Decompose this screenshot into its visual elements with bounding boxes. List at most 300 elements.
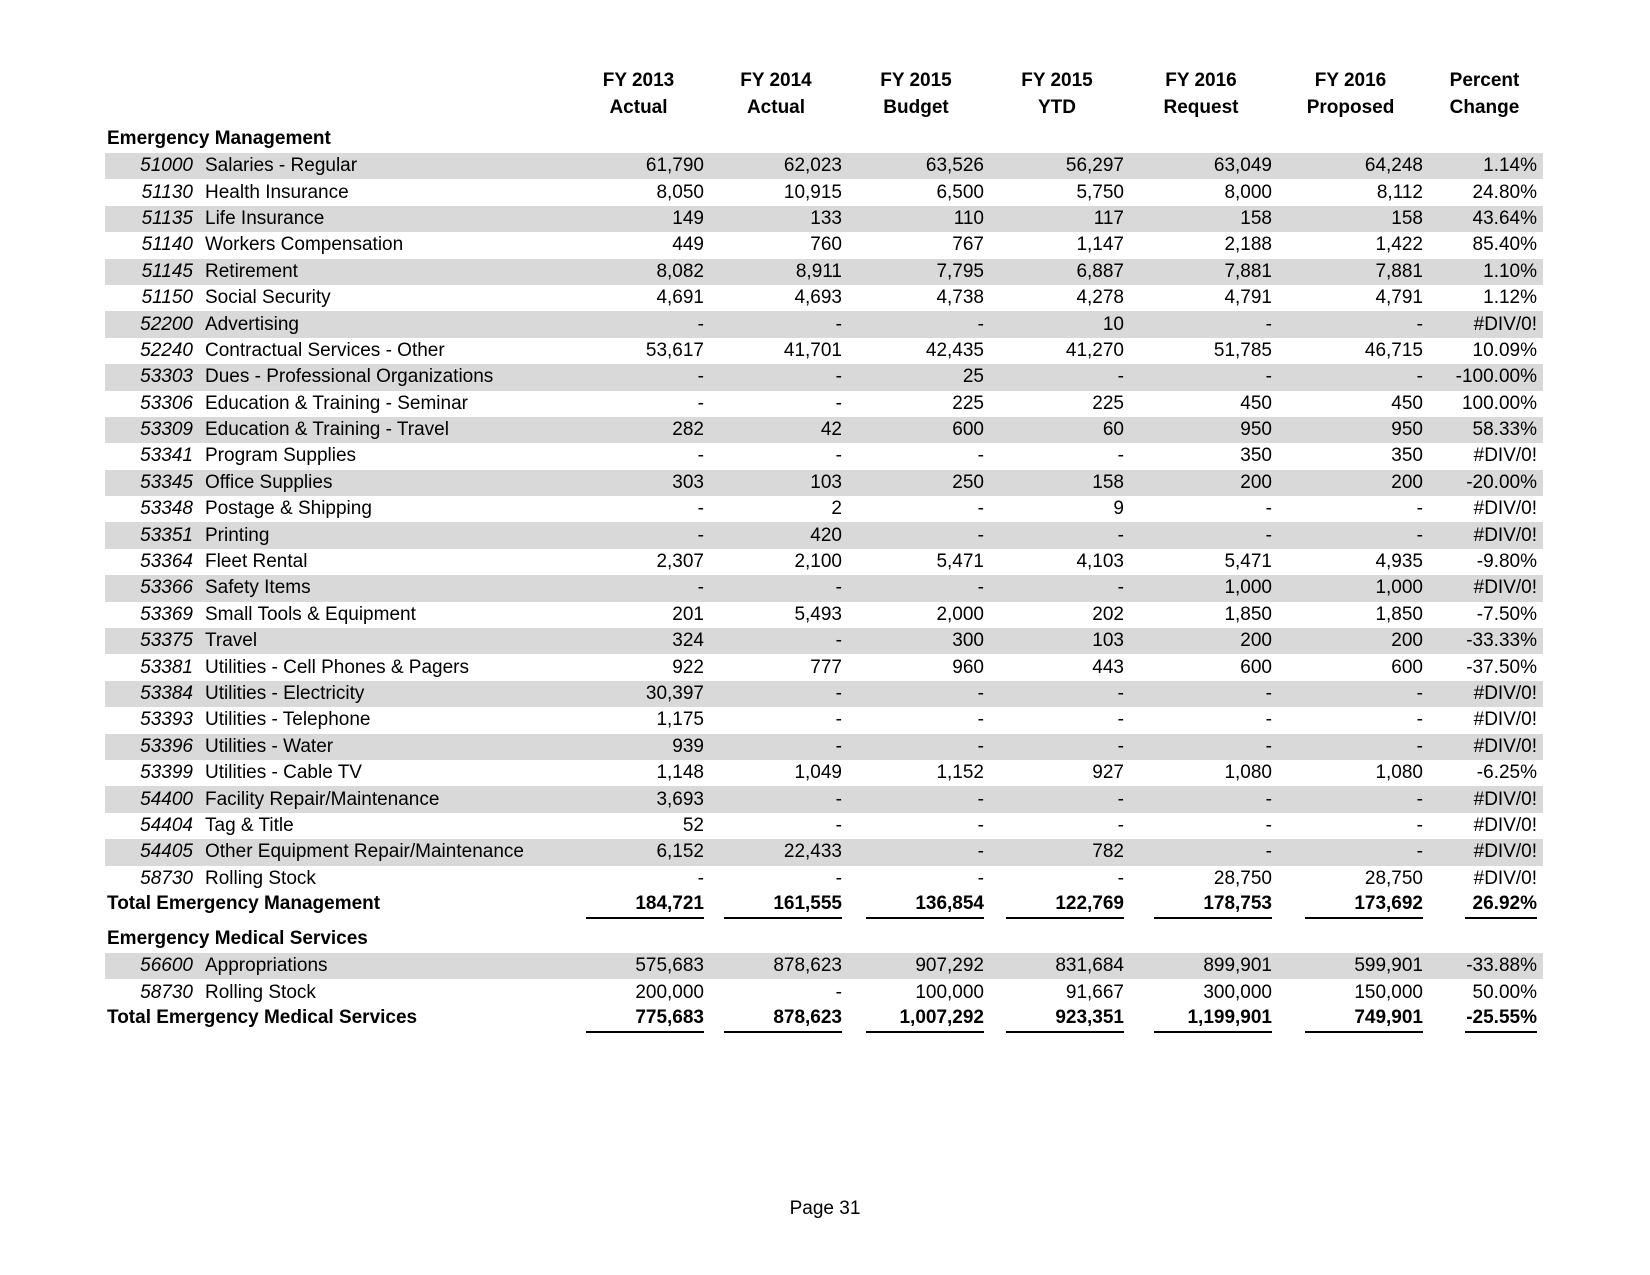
table-row: [105, 311, 1543, 337]
value-cell: 4,935: [1375, 551, 1423, 573]
value-cell: 350: [1240, 445, 1272, 467]
table-row: [105, 364, 1543, 390]
value-cell: 200,000: [635, 981, 704, 1003]
value-cell: 5,493: [794, 603, 842, 625]
total-value: [1127, 892, 1275, 922]
account-label: Utilities - Water: [200, 734, 570, 760]
total-value: [1275, 1006, 1426, 1036]
account-label: Education & Training - Seminar: [205, 392, 468, 414]
value-cell: 41,270: [1065, 339, 1124, 361]
account-code: 53393: [140, 709, 193, 731]
total-value-underline: 178,753: [1154, 893, 1272, 919]
value-cell: #DIV/0!: [1426, 839, 1543, 865]
value-cell: -: [1416, 498, 1423, 520]
section-title-row: [105, 922, 1543, 953]
value-cell: 600: [1240, 656, 1272, 678]
value-cell: 250: [845, 470, 987, 496]
table-row: [105, 179, 1543, 205]
value-cell: 56,297: [987, 153, 1127, 179]
value-cell: -: [1127, 364, 1275, 390]
value-cell: 200: [1275, 628, 1426, 654]
table-row: [105, 628, 1543, 654]
value-cell: 91,667: [1065, 981, 1124, 1003]
column-header-line2: Proposed: [1306, 97, 1395, 118]
account-label: Utilities - Electricity: [200, 681, 570, 707]
table-row: [105, 549, 1543, 575]
value-cell: 2,100: [794, 551, 842, 573]
account-code: 53351: [105, 522, 200, 548]
value-cell: -: [1127, 734, 1275, 760]
value-cell: #DIV/0!: [1426, 734, 1543, 760]
value-cell: 7,795: [845, 259, 987, 285]
total-value: [845, 1006, 987, 1036]
table-row: [105, 443, 1543, 469]
table-row: [105, 707, 1543, 733]
total-value: [570, 892, 707, 922]
value-cell: 24.80%: [1472, 181, 1537, 203]
account-label: Life Insurance: [200, 206, 570, 232]
value-cell: 52: [682, 814, 704, 836]
total-value: [1426, 892, 1543, 922]
value-cell: 100,000: [915, 981, 984, 1003]
account-label: Office Supplies: [200, 470, 570, 496]
value-cell: 767: [952, 234, 984, 256]
column-header-line2: Budget: [883, 97, 949, 118]
value-cell: 46,715: [1364, 339, 1423, 361]
column-header: [845, 66, 987, 124]
column-header-line1: FY 2015: [880, 70, 952, 91]
total-value-underline: 184,721: [586, 893, 704, 919]
section-title-row: [105, 124, 1543, 153]
account-code: 54404: [140, 814, 193, 836]
value-cell: 1,147: [1076, 234, 1124, 256]
total-value: [987, 892, 1127, 922]
value-cell: 202: [1092, 603, 1124, 625]
value-cell: 1.14%: [1426, 153, 1543, 179]
value-cell: #DIV/0!: [1473, 445, 1537, 467]
value-cell: -33.33%: [1426, 628, 1543, 654]
value-cell: -: [845, 575, 987, 601]
value-cell: -: [845, 734, 987, 760]
account-label: Education & Training - Travel: [200, 417, 570, 443]
value-cell: 60: [987, 417, 1127, 443]
value-cell: 1,152: [936, 762, 984, 784]
column-header: [570, 66, 707, 124]
table-header-row: [105, 66, 1543, 124]
value-cell: -: [845, 786, 987, 812]
value-cell: 878,623: [707, 953, 845, 979]
account-code: 52200: [105, 311, 200, 337]
total-value: [845, 892, 987, 922]
value-cell: 4,738: [936, 287, 984, 309]
table-row: [105, 734, 1543, 760]
column-header-line1: FY 2014: [740, 70, 812, 91]
value-cell: -37.50%: [1466, 656, 1537, 678]
value-cell: #DIV/0!: [1426, 575, 1543, 601]
value-cell: 53,617: [645, 339, 704, 361]
header-spacer: [105, 66, 570, 124]
value-cell: -: [697, 867, 704, 889]
account-label: Facility Repair/Maintenance: [200, 786, 570, 812]
account-code: 53345: [105, 470, 200, 496]
value-cell: 6,887: [987, 259, 1127, 285]
value-cell: #DIV/0!: [1473, 867, 1537, 889]
value-cell: 25: [845, 364, 987, 390]
value-cell: -: [977, 445, 984, 467]
table-row: [105, 391, 1543, 417]
value-cell: -: [707, 628, 845, 654]
value-cell: 450: [1240, 392, 1272, 414]
account-code: 53366: [105, 575, 200, 601]
table-row: [105, 575, 1543, 601]
value-cell: 950: [1275, 417, 1426, 443]
value-cell: 600: [845, 417, 987, 443]
total-value-underline: 1,199,901: [1154, 1007, 1272, 1033]
account-code: 53364: [140, 551, 193, 573]
value-cell: -: [1265, 814, 1272, 836]
value-cell: 600: [1391, 656, 1423, 678]
account-label: Social Security: [205, 287, 331, 309]
value-cell: -: [987, 681, 1127, 707]
total-value-underline: 923,351: [1006, 1007, 1124, 1033]
account-label: Utilities - Telephone: [205, 709, 371, 731]
value-cell: -: [1127, 786, 1275, 812]
value-cell: -: [697, 445, 704, 467]
value-cell: 927: [1092, 762, 1124, 784]
value-cell: -: [697, 392, 704, 414]
value-cell: -: [1117, 814, 1124, 836]
account-code: 51130: [141, 181, 193, 203]
value-cell: 300,000: [1203, 981, 1272, 1003]
total-value: [707, 892, 845, 922]
value-cell: 1,422: [1375, 234, 1423, 256]
value-cell: -: [1275, 311, 1426, 337]
total-value-underline: 26.92%: [1465, 893, 1537, 919]
value-cell: 201: [672, 603, 704, 625]
value-cell: 1,000: [1127, 575, 1275, 601]
account-label: Workers Compensation: [205, 234, 404, 256]
table-row: [105, 602, 1543, 628]
account-label: Rolling Stock: [205, 867, 316, 889]
total-value-underline: 1,007,292: [866, 1007, 984, 1033]
table-row: [105, 153, 1543, 179]
account-label: Program Supplies: [205, 445, 357, 467]
value-cell: 149: [570, 206, 707, 232]
value-cell: 8,082: [570, 259, 707, 285]
value-cell: -: [1275, 786, 1426, 812]
column-header-line2: Request: [1163, 97, 1239, 118]
value-cell: -: [570, 364, 707, 390]
value-cell: 7,881: [1275, 259, 1426, 285]
value-cell: 8,911: [707, 259, 845, 285]
total-value-underline: 749,901: [1305, 1007, 1423, 1033]
account-code: 51145: [105, 259, 200, 285]
value-cell: 1,175: [656, 709, 704, 731]
value-cell: 8,000: [1224, 181, 1272, 203]
total-value-underline: 161,555: [724, 893, 842, 919]
total-row: [105, 892, 1543, 922]
value-cell: 7,881: [1127, 259, 1275, 285]
value-cell: 22,433: [707, 839, 845, 865]
value-cell: 63,526: [845, 153, 987, 179]
value-cell: 939: [570, 734, 707, 760]
account-label: Tag & Title: [205, 814, 294, 836]
account-label: Salaries - Regular: [200, 153, 570, 179]
value-cell: 4,791: [1224, 287, 1272, 309]
account-label: Utilities - Cable TV: [205, 762, 362, 784]
value-cell: 63,049: [1127, 153, 1275, 179]
section-title: Emergency Management: [107, 128, 331, 149]
value-cell: -: [1117, 445, 1124, 467]
account-code: 51150: [141, 287, 193, 309]
value-cell: 103: [707, 470, 845, 496]
column-header: [1275, 66, 1426, 124]
value-cell: 10,915: [783, 181, 842, 203]
table-row: [105, 786, 1543, 812]
account-code: 54400: [105, 786, 200, 812]
value-cell: -: [977, 709, 984, 731]
value-cell: 30,397: [570, 681, 707, 707]
account-code: 53348: [140, 498, 193, 520]
table-row: [105, 470, 1543, 496]
account-label: Utilities - Cell Phones & Pagers: [205, 656, 469, 678]
value-cell: 4,791: [1375, 287, 1423, 309]
value-cell: 158: [1127, 206, 1275, 232]
value-cell: -: [707, 681, 845, 707]
value-cell: -: [845, 311, 987, 337]
value-cell: 1,148: [656, 762, 704, 784]
account-label: Postage & Shipping: [205, 498, 372, 520]
value-cell: 8,112: [1376, 181, 1423, 203]
value-cell: 158: [1275, 206, 1426, 232]
value-cell: #DIV/0!: [1473, 498, 1537, 520]
value-cell: -: [1127, 839, 1275, 865]
value-cell: 782: [987, 839, 1127, 865]
value-cell: #DIV/0!: [1426, 311, 1543, 337]
account-label: Fleet Rental: [205, 551, 308, 573]
value-cell: 41,701: [783, 339, 842, 361]
value-cell: -: [987, 786, 1127, 812]
account-code: 58730: [140, 981, 193, 1003]
column-header: [987, 66, 1127, 124]
value-cell: -: [1416, 709, 1423, 731]
column-header-line1: FY 2013: [602, 70, 675, 91]
column-header-line2: Actual: [609, 97, 668, 118]
account-code: 53303: [105, 364, 200, 390]
value-cell: 282: [570, 417, 707, 443]
value-cell: -: [1117, 709, 1124, 731]
total-value-underline: 122,769: [1006, 893, 1124, 919]
table-row: [105, 760, 1543, 786]
value-cell: 5,471: [1224, 551, 1272, 573]
value-cell: -: [1127, 311, 1275, 337]
value-cell: -: [835, 709, 842, 731]
value-cell: -: [707, 311, 845, 337]
value-cell: -: [570, 575, 707, 601]
account-code: 51000: [105, 153, 200, 179]
value-cell: 10.09%: [1472, 339, 1537, 361]
value-cell: 1,080: [1375, 762, 1423, 784]
value-cell: 62,023: [707, 153, 845, 179]
value-cell: 1,080: [1224, 762, 1272, 784]
value-cell: -: [987, 364, 1127, 390]
value-cell: -100.00%: [1426, 364, 1543, 390]
table-row: [105, 285, 1543, 311]
value-cell: 200: [1275, 470, 1426, 496]
total-value-underline: 136,854: [866, 893, 984, 919]
value-cell: -: [1265, 709, 1272, 731]
value-cell: 61,790: [570, 153, 707, 179]
value-cell: 3,693: [570, 786, 707, 812]
value-cell: -: [845, 839, 987, 865]
value-cell: 9: [1113, 498, 1124, 520]
value-cell: 575,683: [570, 953, 707, 979]
total-label: Total Emergency Management: [107, 892, 381, 914]
total-value-underline: -25.55%: [1465, 1007, 1537, 1033]
value-cell: 4,278: [1076, 287, 1124, 309]
value-cell: 200: [1127, 470, 1275, 496]
document-page: [105, 66, 1543, 1036]
account-code: 52240: [140, 339, 193, 361]
value-cell: -: [1127, 681, 1275, 707]
value-cell: -: [1275, 364, 1426, 390]
account-code: 53381: [140, 656, 193, 678]
value-cell: 303: [570, 470, 707, 496]
column-header-line2: Change: [1449, 97, 1520, 118]
table-row: [105, 338, 1543, 364]
value-cell: 110: [845, 206, 987, 232]
value-cell: 2,188: [1224, 234, 1272, 256]
value-cell: 324: [570, 628, 707, 654]
total-value: [987, 1006, 1127, 1036]
account-label: Retirement: [200, 259, 570, 285]
value-cell: 58.33%: [1426, 417, 1543, 443]
value-cell: 133: [707, 206, 845, 232]
value-cell: -: [845, 681, 987, 707]
account-code: 58730: [140, 867, 193, 889]
value-cell: 28,750: [1213, 867, 1272, 889]
total-value: [1426, 1006, 1543, 1036]
value-cell: -33.88%: [1426, 953, 1543, 979]
value-cell: 4,103: [1076, 551, 1124, 573]
value-cell: 1,000: [1275, 575, 1426, 601]
total-value-underline: 878,623: [724, 1007, 842, 1033]
table-row: [105, 232, 1543, 258]
value-cell: -: [1275, 839, 1426, 865]
column-header-line1: Percent: [1449, 70, 1520, 91]
account-label: Travel: [200, 628, 570, 654]
column-header: [1426, 66, 1543, 124]
column-header-line1: FY 2016: [1314, 70, 1387, 91]
value-cell: 225: [952, 392, 984, 414]
account-code: 51140: [141, 234, 193, 256]
column-header-line1: FY 2016: [1165, 70, 1237, 91]
value-cell: -: [977, 814, 984, 836]
value-cell: 300: [845, 628, 987, 654]
account-code: 51135: [105, 206, 200, 232]
value-cell: 100.00%: [1461, 392, 1537, 414]
value-cell: -7.50%: [1476, 603, 1537, 625]
column-header-line2: YTD: [1038, 97, 1076, 118]
column-header: [707, 66, 845, 124]
value-cell: 599,901: [1275, 953, 1426, 979]
account-code: 54405: [105, 839, 200, 865]
page-number: Page 31: [789, 1198, 861, 1219]
account-label: Advertising: [200, 311, 570, 337]
value-cell: 1,049: [794, 762, 842, 784]
value-cell: 64,248: [1275, 153, 1426, 179]
account-label: Appropriations: [200, 953, 570, 979]
value-cell: -: [835, 814, 842, 836]
value-cell: -: [835, 445, 842, 467]
value-cell: -: [835, 867, 842, 889]
value-cell: 117: [987, 206, 1127, 232]
value-cell: -: [977, 867, 984, 889]
value-cell: -: [1117, 867, 1124, 889]
column-header-line2: Actual: [746, 97, 806, 118]
value-cell: 1.10%: [1426, 259, 1543, 285]
value-cell: -: [707, 734, 845, 760]
account-code: 56600: [105, 953, 200, 979]
value-cell: 10: [987, 311, 1127, 337]
value-cell: -: [1275, 681, 1426, 707]
total-value: [570, 1006, 707, 1036]
value-cell: 5,471: [936, 551, 984, 573]
account-code: 53384: [105, 681, 200, 707]
value-cell: 899,901: [1127, 953, 1275, 979]
value-cell: -: [987, 522, 1127, 548]
value-cell: 960: [952, 656, 984, 678]
value-cell: 6,500: [936, 181, 984, 203]
account-code: 53399: [140, 762, 193, 784]
value-cell: #DIV/0!: [1473, 709, 1537, 731]
value-cell: -: [570, 311, 707, 337]
total-value-underline: 173,692: [1305, 893, 1423, 919]
account-label: Dues - Professional Organizations: [200, 364, 570, 390]
value-cell: #DIV/0!: [1426, 681, 1543, 707]
value-cell: 150,000: [1354, 981, 1423, 1003]
value-cell: 42,435: [925, 339, 984, 361]
account-label: Small Tools & Equipment: [205, 603, 416, 625]
value-cell: 4,691: [656, 287, 704, 309]
value-cell: -: [1275, 522, 1426, 548]
value-cell: 1.12%: [1483, 287, 1537, 309]
value-cell: 922: [672, 656, 704, 678]
value-cell: 1,850: [1375, 603, 1423, 625]
value-cell: 760: [810, 234, 842, 256]
value-cell: -: [835, 981, 842, 1003]
total-value: [1275, 892, 1426, 922]
column-header-line1: FY 2015: [1021, 70, 1093, 91]
value-cell: 1,850: [1224, 603, 1272, 625]
value-cell: #DIV/0!: [1426, 522, 1543, 548]
table-row: [105, 206, 1543, 232]
account-code: 53396: [105, 734, 200, 760]
value-cell: 907,292: [845, 953, 987, 979]
budget-table: [105, 66, 1543, 1036]
account-label: Contractual Services - Other: [205, 339, 445, 361]
table-row: [105, 813, 1543, 839]
table-row: [105, 522, 1543, 548]
value-cell: -: [697, 498, 704, 520]
value-cell: -: [707, 575, 845, 601]
table-row: [105, 681, 1543, 707]
total-row: [105, 1006, 1543, 1036]
value-cell: 420: [707, 522, 845, 548]
account-code: 53375: [105, 628, 200, 654]
value-cell: 42: [707, 417, 845, 443]
total-label: Total Emergency Medical Services: [107, 1006, 418, 1028]
